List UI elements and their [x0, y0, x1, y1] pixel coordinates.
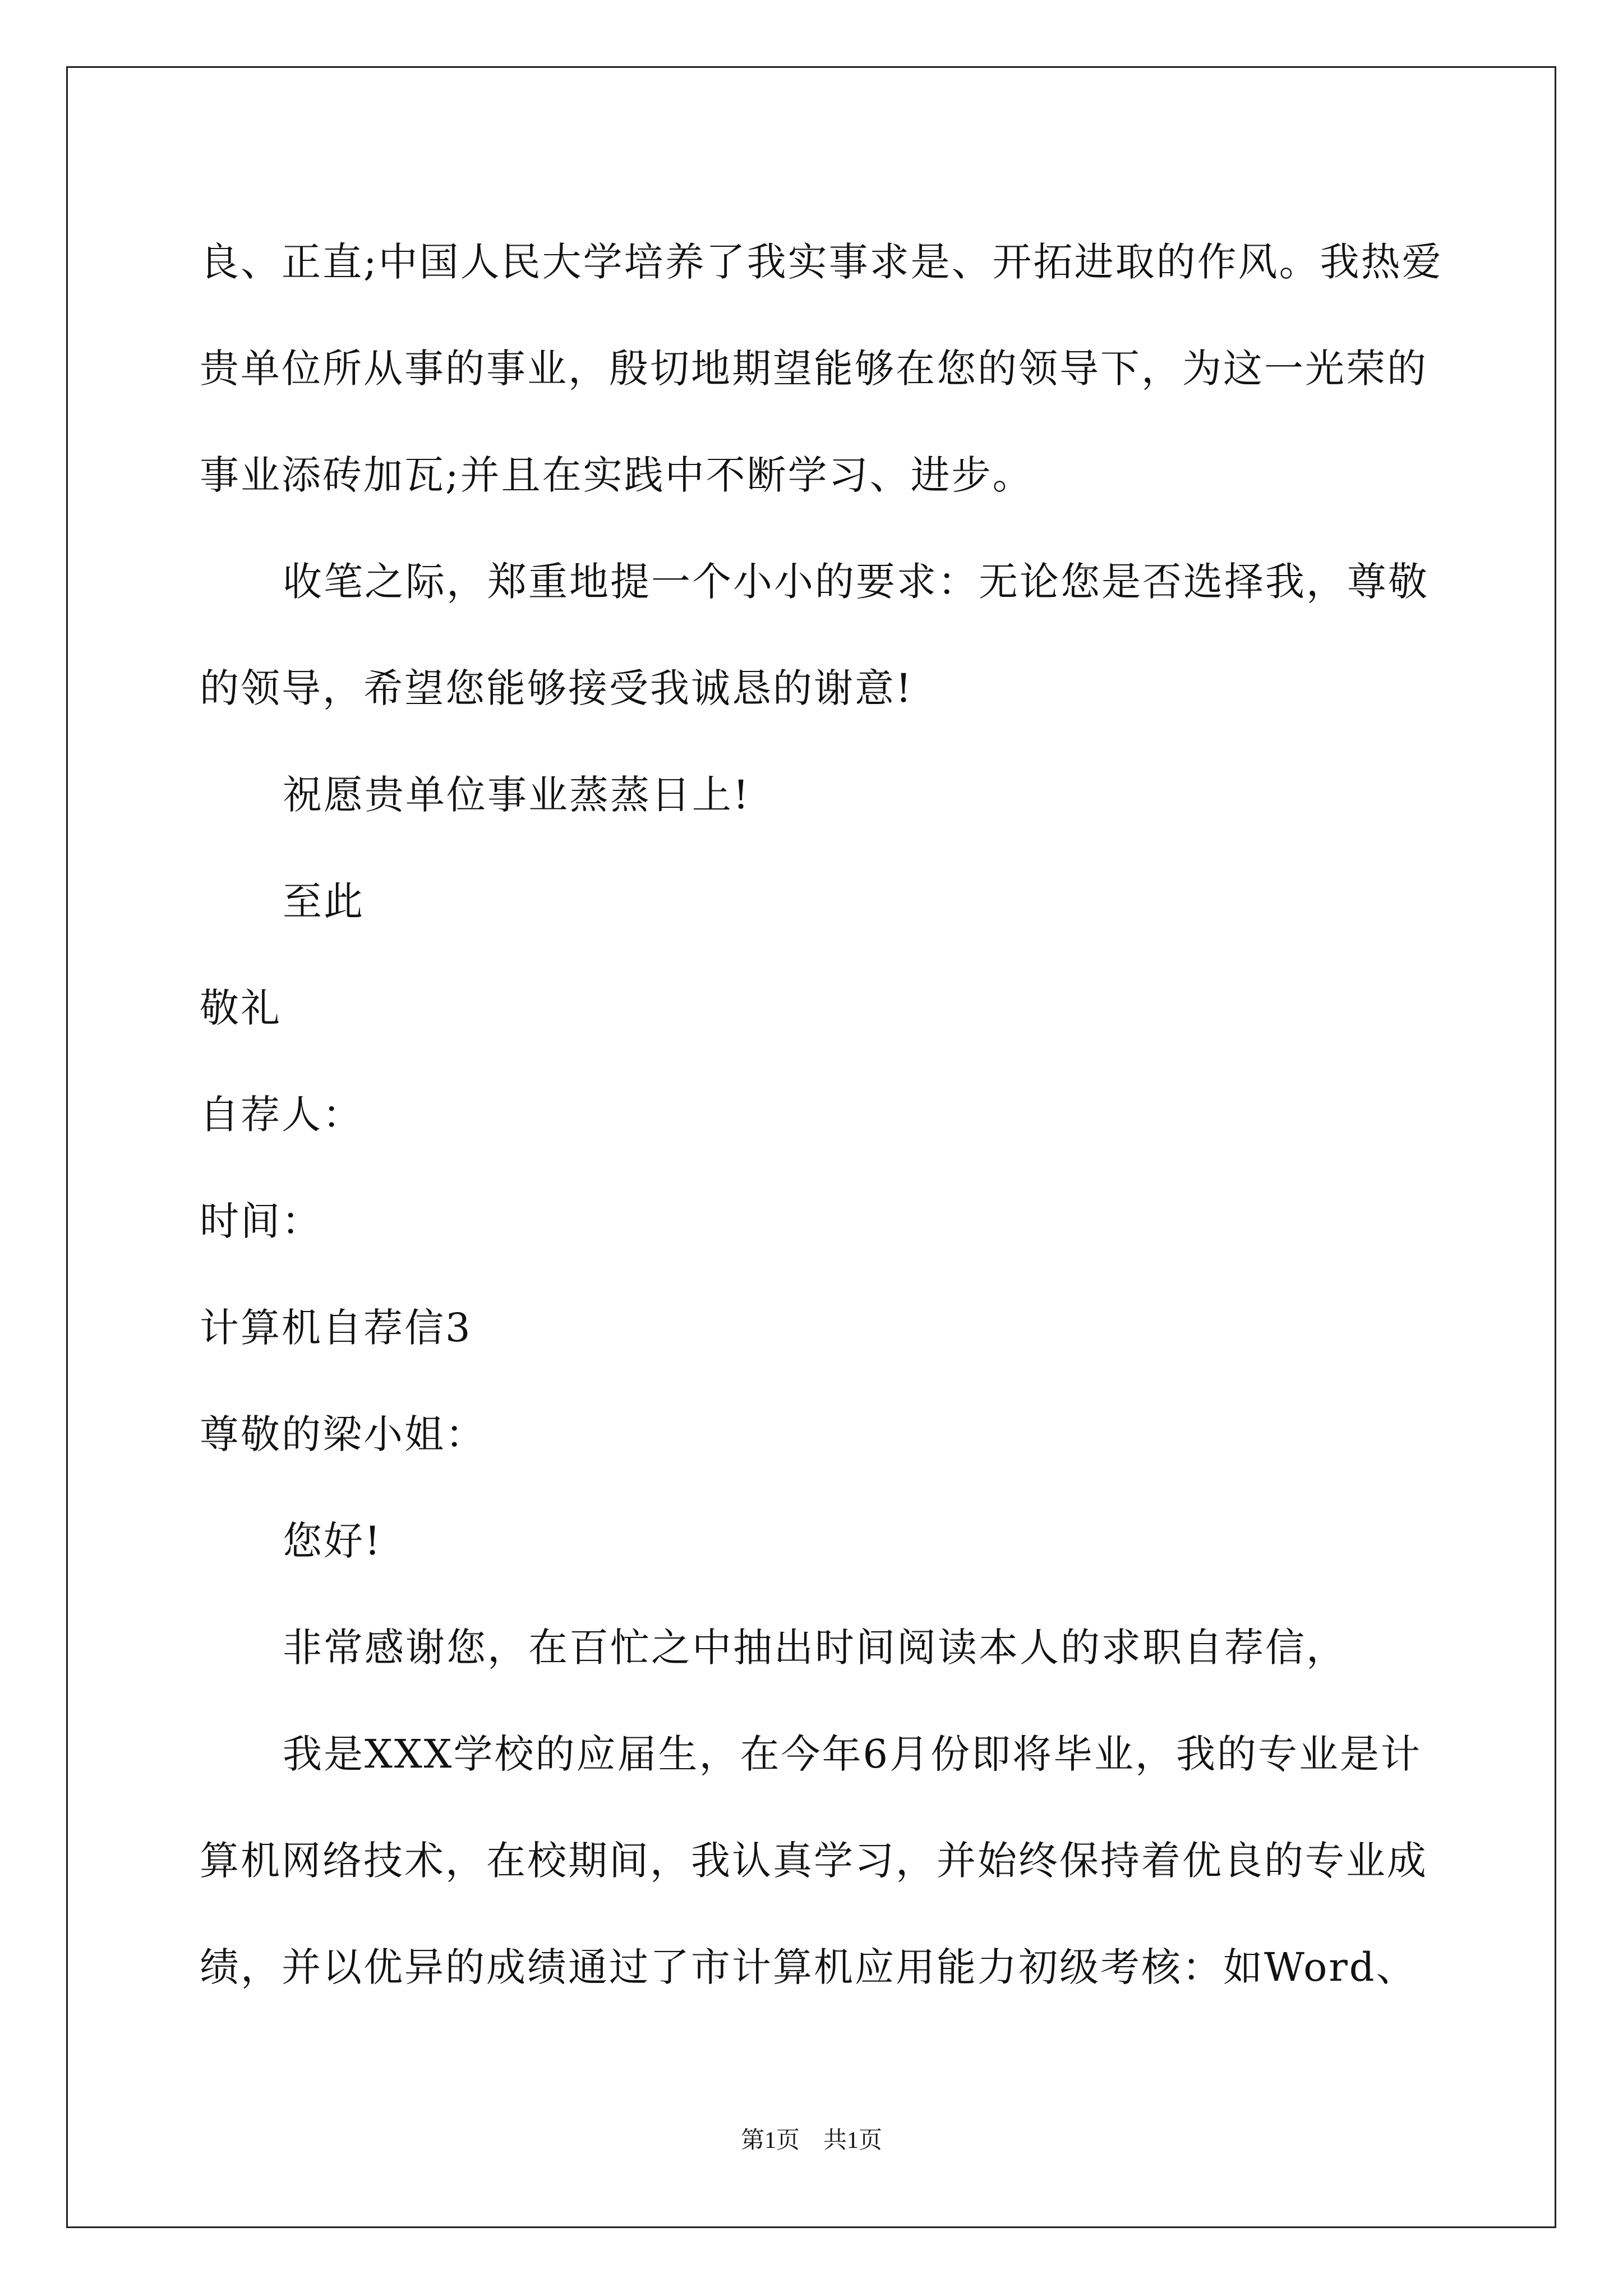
paragraph-line: 事业添砖加瓦;并且在实践中不断学习、进步。: [200, 452, 1034, 498]
paragraph-line: 的领导，希望您能够接受我诚恳的谢意!: [200, 665, 914, 711]
document-body: [200, 209, 1443, 2021]
paragraph-line: 算机网络技术，在校期间，我认真学习，并始终保持着优良的专业成: [200, 1838, 1428, 1884]
greeting-line: 尊敬的梁小姐：: [200, 1411, 486, 1457]
paragraph-line: 祝愿贵单位事业蒸蒸日上!: [283, 772, 751, 818]
paragraph-line: 至此: [283, 878, 365, 924]
paragraph-line: 您好!: [283, 1518, 382, 1564]
paragraph-line: 贵单位所从事的事业，殷切地期望能够在您的领导下，为这一光荣的: [200, 346, 1428, 392]
paragraph-line: 收笔之际，郑重地提一个小小的要求：无论您是否选择我，尊敬: [283, 559, 1429, 605]
paragraph-line: 良、正直;中国人民大学培养了我实事求是、开拓进取的作风。我热爱: [200, 239, 1443, 285]
page-footer: 第1页 共1页: [740, 2128, 882, 2154]
salutation-line: 敬礼: [200, 985, 282, 1031]
paragraph-line: 绩，并以优异的成绩通过了市计算机应用能力初级考核：如Word、: [200, 1944, 1417, 1990]
paragraph-line: 我是XXX学校的应届生，在今年6月份即将毕业，我的专业是计: [283, 1731, 1422, 1777]
section-title: 计算机自荐信3: [200, 1305, 472, 1351]
paragraph-line: 非常感谢您，在百忙之中抽出时间阅读本人的求职自荐信，: [283, 1625, 1347, 1671]
date-line: 时间：: [200, 1198, 322, 1244]
signer-line: 自荐人：: [200, 1092, 363, 1138]
